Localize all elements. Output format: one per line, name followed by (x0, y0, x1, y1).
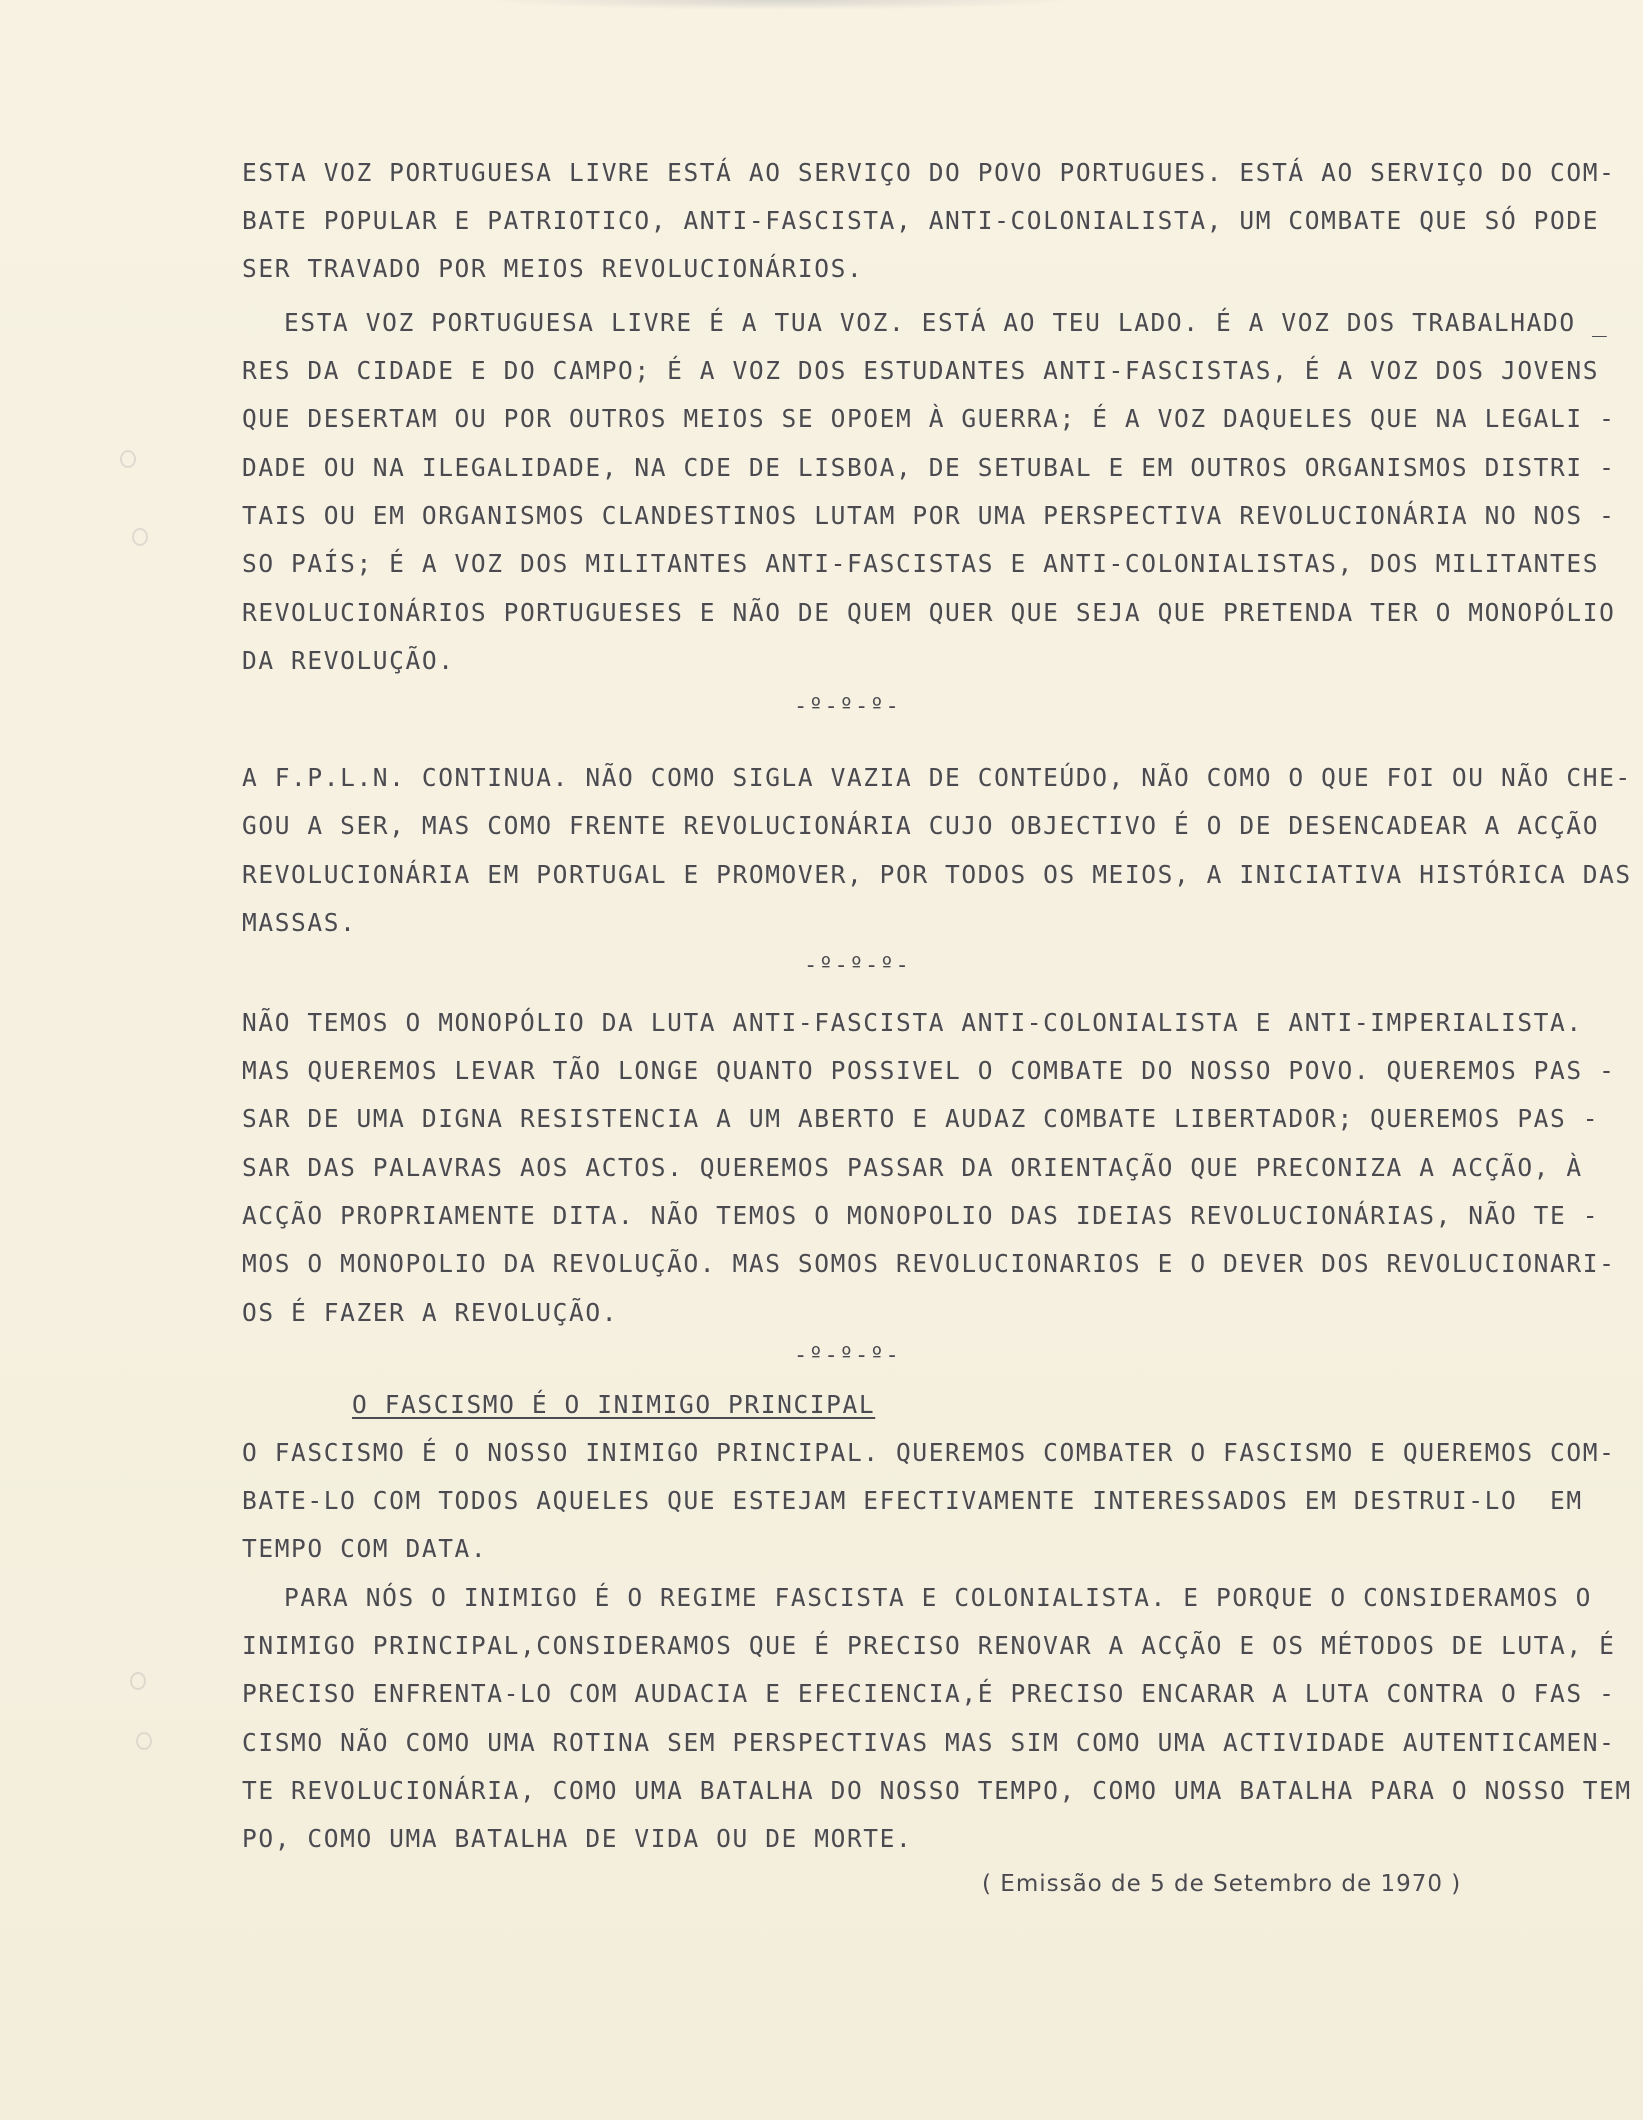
text-line: PARA NÓS O INIMIGO É O REGIME FASCISTA E COLONIALISTA. E PORQUE O CONSIDERAMOS O (284, 1583, 1593, 1612)
text-line: DADE OU NA ILEGALIDADE, NA CDE DE LISBOA, DE SETUBAL E EM OUTROS ORGANISMOS DISTRI - (242, 453, 1616, 482)
text-line: PRECISO ENFRENTA-LO COM AUDACIA E EFECIENCIA,É PRECISO ENCARAR A LUTA CONTRA O FAS - (242, 1679, 1616, 1708)
text-line: SAR DAS PALAVRAS AOS ACTOS. QUEREMOS PASSAR DA ORIENTAÇÃO QUE PRECONIZA A ACÇÃO, À (242, 1153, 1583, 1182)
punch-mark (120, 450, 136, 468)
text-line: ESTA VOZ PORTUGUESA LIVRE É A TUA VOZ. ESTÁ AO TEU LADO. É A VOZ DOS TRABALHADO _ (284, 308, 1609, 337)
text-line: BATE POPULAR E PATRIOTICO, ANTI-FASCISTA, ANTI-COLONIALISTA, UM COMBATE QUE SÓ PODE (242, 206, 1600, 235)
punch-mark (136, 1732, 152, 1750)
text-line: O FASCISMO É O NOSSO INIMIGO PRINCIPAL. QUEREMOS COMBATER O FASCISMO E QUEREMOS COM- (242, 1438, 1616, 1467)
text-line: A F.P.L.N. CONTINUA. NÃO COMO SIGLA VAZIA DE CONTEÚDO, NÃO COMO O QUE FOI OU NÃO CHE- (242, 763, 1632, 792)
text-line: MAS QUEREMOS LEVAR TÃO LONGE QUANTO POSSIVEL O COMBATE DO NOSSO POVO. QUEREMOS PAS - (242, 1056, 1616, 1085)
text-line: DA REVOLUÇÃO. (242, 646, 455, 675)
punch-mark (132, 528, 148, 546)
text-line: BATE-LO COM TODOS AQUELES QUE ESTEJAM EFECTIVAMENTE INTERESSADOS EM DESTRUI-LO EM (242, 1486, 1583, 1515)
section-separator: -º-º-º- (794, 694, 901, 719)
text-line: SER TRAVADO POR MEIOS REVOLUCIONÁRIOS. (242, 254, 864, 283)
text-line: SO PAÍS; É A VOZ DOS MILITANTES ANTI-FASCISTAS E ANTI-COLONIALISTAS, DOS MILITANTES (242, 549, 1600, 578)
text-line: REVOLUCIONÁRIOS PORTUGUESES E NÃO DE QUEM QUER QUE SEJA QUE PRETENDA TER O MONOPÓLIO (242, 598, 1616, 627)
text-line: INIMIGO PRINCIPAL,CONSIDERAMOS QUE É PRECISO RENOVAR A ACÇÃO E OS MÉTODOS DE LUTA, É (242, 1631, 1616, 1660)
section-separator: -º-º-º- (794, 1343, 901, 1368)
text-line: TEMPO COM DATA. (242, 1534, 488, 1563)
text-line: ACÇÃO PROPRIAMENTE DITA. NÃO TEMOS O MONOPOLIO DAS IDEIAS REVOLUCIONÁRIAS, NÃO TE - (242, 1201, 1600, 1230)
text-line: NÃO TEMOS O MONOPÓLIO DA LUTA ANTI-FASCISTA ANTI-COLONIALISTA E ANTI-IMPERIALISTA. (242, 1008, 1583, 1037)
text-line: PO, COMO UMA BATALHA DE VIDA OU DE MORTE. (242, 1824, 913, 1853)
section-separator: -º-º-º- (804, 953, 911, 978)
text-line: OS É FAZER A REVOLUÇÃO. (242, 1298, 619, 1327)
text-line: SAR DE UMA DIGNA RESISTENCIA A UM ABERTO E AUDAZ COMBATE LIBERTADOR; QUEREMOS PAS - (242, 1104, 1600, 1133)
text-line: GOU A SER, MAS COMO FRENTE REVOLUCIONÁRIA CUJO OBJECTIVO É O DE DESENCADEAR A ACÇÃO (242, 811, 1600, 840)
text-line: CISMO NÃO COMO UMA ROTINA SEM PERSPECTIVAS MAS SIM COMO UMA ACTIVIDADE AUTENTICAMEN- (242, 1728, 1616, 1757)
text-line: RES DA CIDADE E DO CAMPO; É A VOZ DOS ESTUDANTES ANTI-FASCISTAS, É A VOZ DOS JOVENS (242, 356, 1600, 385)
text-line: MASSAS. (242, 908, 357, 937)
section-heading: O FASCISMO É O INIMIGO PRINCIPAL (352, 1390, 876, 1419)
paper-top-edge (480, 0, 1080, 10)
punch-mark (130, 1672, 146, 1690)
text-line: TAIS OU EM ORGANISMOS CLANDESTINOS LUTAM POR UMA PERSPECTIVA REVOLUCIONÁRIA NO NOS - (242, 501, 1616, 530)
text-line: MOS O MONOPOLIO DA REVOLUÇÃO. MAS SOMOS REVOLUCIONARIOS E O DEVER DOS REVOLUCIONARI- (242, 1249, 1616, 1278)
text-line: TE REVOLUCIONÁRIA, COMO UMA BATALHA DO NOSSO TEMPO, COMO UMA BATALHA PARA O NOSSO TEM (242, 1776, 1632, 1805)
text-line: QUE DESERTAM OU POR OUTROS MEIOS SE OPOEM À GUERRA; É A VOZ DAQUELES QUE NA LEGALI - (242, 404, 1616, 433)
text-line: ESTA VOZ PORTUGUESA LIVRE ESTÁ AO SERVIÇO DO POVO PORTUGUES. ESTÁ AO SERVIÇO DO COM- (242, 158, 1616, 187)
broadcast-date-note: ( Emissão de 5 de Setembro de 1970 ) (982, 1871, 1462, 1897)
text-line: REVOLUCIONÁRIA EM PORTUGAL E PROMOVER, POR TODOS OS MEIOS, A INICIATIVA HISTÓRICA DAS (242, 860, 1632, 889)
